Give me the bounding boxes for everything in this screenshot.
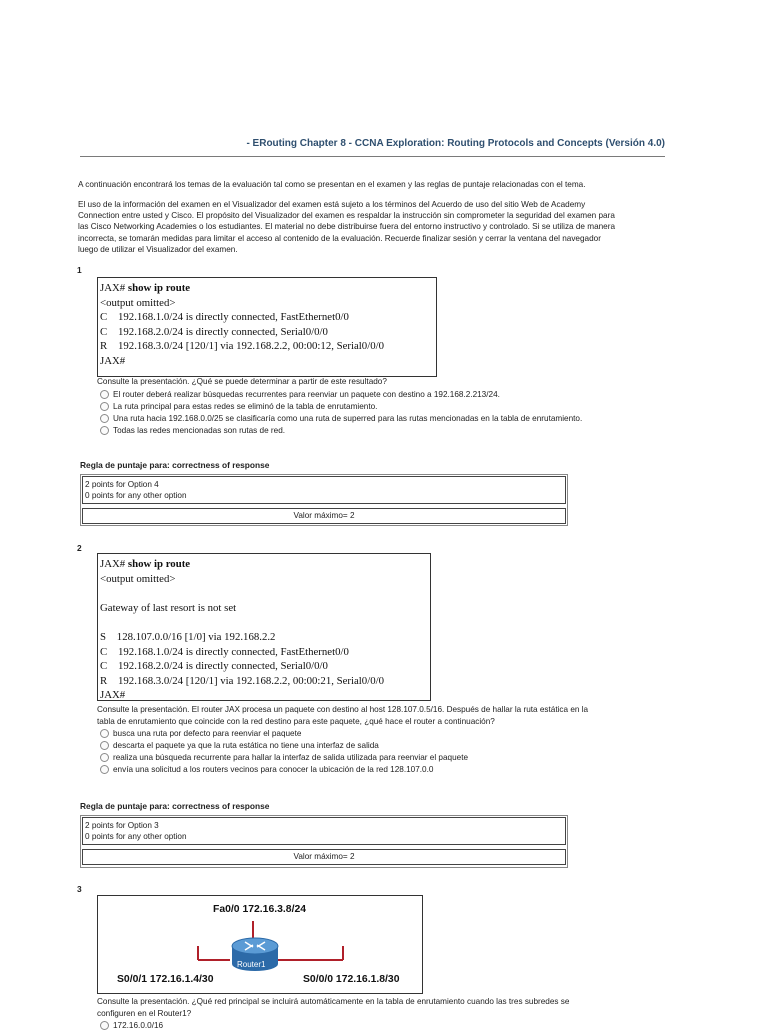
exhibit-line: JAX# show ip route — [100, 282, 191, 294]
option-q1-3[interactable]: Una ruta hacia 192.168.0.0/25 se clasificaría como una ruta de superred para las rutas mencionadas en la tabla de enrutamiento. — [100, 412, 582, 424]
s001-label: S0/0/1 172.16.1.4/30 — [117, 974, 214, 985]
exhibit-line: C 192.168.2.0/24 is directly connected, Serial0/0/0 — [100, 325, 328, 338]
radio-button[interactable] — [100, 402, 109, 411]
question-prompt-1: Consulte la presentación. ¿Qué se puede determinar a partir de este resultado? — [97, 377, 387, 386]
exhibit-line: R 192.168.3.0/24 [120/1] via 192.168.2.2, 00:00:21, Serial0/0/0 — [100, 674, 385, 687]
intro-line: luego de utilizar el Visualizador del examen. — [78, 244, 238, 254]
max-value-q2: Valor máximo= 2 — [82, 849, 566, 865]
exhibit-line: JAX# show ip route — [100, 558, 191, 570]
router-label: Router1 — [237, 960, 266, 969]
radio-button[interactable] — [100, 753, 109, 762]
page-title: - ERouting Chapter 8 - CCNA Exploration: Routing Protocols and Concepts (Versión 4.0) — [246, 138, 665, 149]
exhibit-line: S 128.107.0.0/16 [1/0] via 192.168.2.2 — [100, 630, 276, 643]
scoring-label-q1: Regla de puntaje para: correctness of response — [80, 460, 270, 470]
option-q2-1[interactable]: busca una ruta por defecto para reenviar el paquete — [100, 727, 468, 739]
options-q2 — [100, 727, 468, 775]
max-value-q1: Valor máximo= 2 — [82, 508, 566, 524]
option-q1-2[interactable]: La ruta principal para estas redes se eliminó de la tabla de enrutamiento. — [100, 400, 582, 412]
fa0-label: Fa0/0 172.16.3.8/24 — [213, 904, 307, 915]
exhibit-line — [100, 615, 430, 630]
s000-label: S0/0/0 172.16.1.8/30 — [303, 974, 400, 985]
intro-line: las Cisco Networking Academies o los estudiantes. El material no debe distribuirse fuera del entorno instructivo y controlado. Si se utiliza de manera — [78, 222, 616, 232]
question-prompt-2: Consulte la presentación. El router JAX procesa un paquete con destino al host 128.107.0.5/16. Después de hallar la ruta estática en la tabla de enrutamiento que coincide con la red destino para este paquete, ¿qué hace el router a continuación? — [97, 705, 589, 726]
scoring-line: 2 points for Option 3 — [85, 821, 159, 830]
options-q1 — [100, 388, 582, 436]
option-q1-4[interactable]: Todas las redes mencionadas son rutas de red. — [100, 424, 582, 436]
exhibit-q1 — [97, 277, 437, 377]
intro-line: incorrecta, se tomarán medidas para limitar el acceso al contenido de la evaluación. Recuerde finalizar sesión y cerrar la ventana del navegador — [78, 233, 601, 243]
option-q2-2[interactable]: descarta el paquete ya que la ruta estática no tiene una interfaz de salida — [100, 739, 468, 751]
intro-paragraph-1: A continuación encontrará los temas de la evaluación tal como se presentan en el examen y las reglas de puntaje relacionadas con el tema. — [78, 180, 586, 189]
scoring-line: 0 points for any other option — [85, 832, 187, 841]
intro-line: El uso de la información del examen en el Visualizador del examen está sujeto a los términos del Acuerdo de uso del sitio Web de Academy — [78, 200, 586, 209]
question-prompt-3: Consulte la presentación. ¿Qué red principal se incluirá automáticamente en la tabla de enrutamiento cuando las tres subredes se configuren en el Router1? — [97, 997, 570, 1018]
options-q3 — [100, 1019, 163, 1031]
exhibit-line: C 192.168.1.0/24 is directly connected, FastEthernet0/0 — [100, 645, 349, 658]
exhibit-line: C 192.168.1.0/24 is directly connected, FastEthernet0/0 — [100, 311, 349, 324]
scoring-line: 0 points for any other option — [85, 491, 187, 500]
scoring-box-q1 — [82, 476, 566, 504]
radio-button[interactable] — [100, 765, 109, 774]
exhibit-line: R 192.168.3.0/24 [120/1] via 192.168.2.2, 00:00:12, Serial0/0/0 — [100, 340, 385, 353]
exhibit-line: <output omitted> — [100, 296, 176, 309]
exhibit-line: JAX# — [100, 354, 126, 367]
scoring-line: 2 points for Option 4 — [85, 480, 159, 489]
network-diagram — [97, 895, 423, 994]
radio-button[interactable] — [100, 1021, 109, 1030]
radio-button[interactable] — [100, 390, 109, 399]
radio-button[interactable] — [100, 729, 109, 738]
radio-button[interactable] — [100, 426, 109, 435]
scoring-box-q2 — [82, 817, 566, 845]
option-q2-4[interactable]: envía una solicitud a los routers vecinos para conocer la ubicación de la red 128.107.0.0 — [100, 763, 468, 775]
radio-button[interactable] — [100, 414, 109, 423]
exhibit-line: JAX# — [100, 689, 126, 702]
question-number-3: 3 — [77, 884, 82, 894]
exhibit-line: Gateway of last resort is not set — [100, 601, 237, 614]
exhibit-line — [100, 586, 430, 601]
scoring-label-q2: Regla de puntaje para: correctness of response — [80, 801, 270, 811]
option-q3-1[interactable]: 172.16.0.0/16 — [100, 1019, 163, 1031]
header-divider — [80, 156, 665, 157]
exhibit-line: C 192.168.2.0/24 is directly connected, Serial0/0/0 — [100, 660, 328, 673]
intro-line: Connection entre usted y Cisco. El propósito del Visualizador del examen es respaldar la instrucción sin comprometer la seguridad del examen para — [78, 211, 615, 221]
question-number-1: 1 — [77, 265, 82, 275]
intro-paragraph-2 — [78, 199, 690, 255]
option-q2-3[interactable]: realiza una búsqueda recurrente para hallar la interfaz de salida utilizada para reenviar el paquete — [100, 751, 468, 763]
question-number-2: 2 — [77, 543, 82, 553]
exhibit-q2 — [97, 553, 431, 701]
radio-button[interactable] — [100, 741, 109, 750]
exhibit-line: <output omitted> — [100, 572, 176, 585]
option-q1-1[interactable]: El router deberá realizar búsquedas recurrentes para reenviar un paquete con destino a 192.168.2.213/24. — [100, 388, 582, 400]
